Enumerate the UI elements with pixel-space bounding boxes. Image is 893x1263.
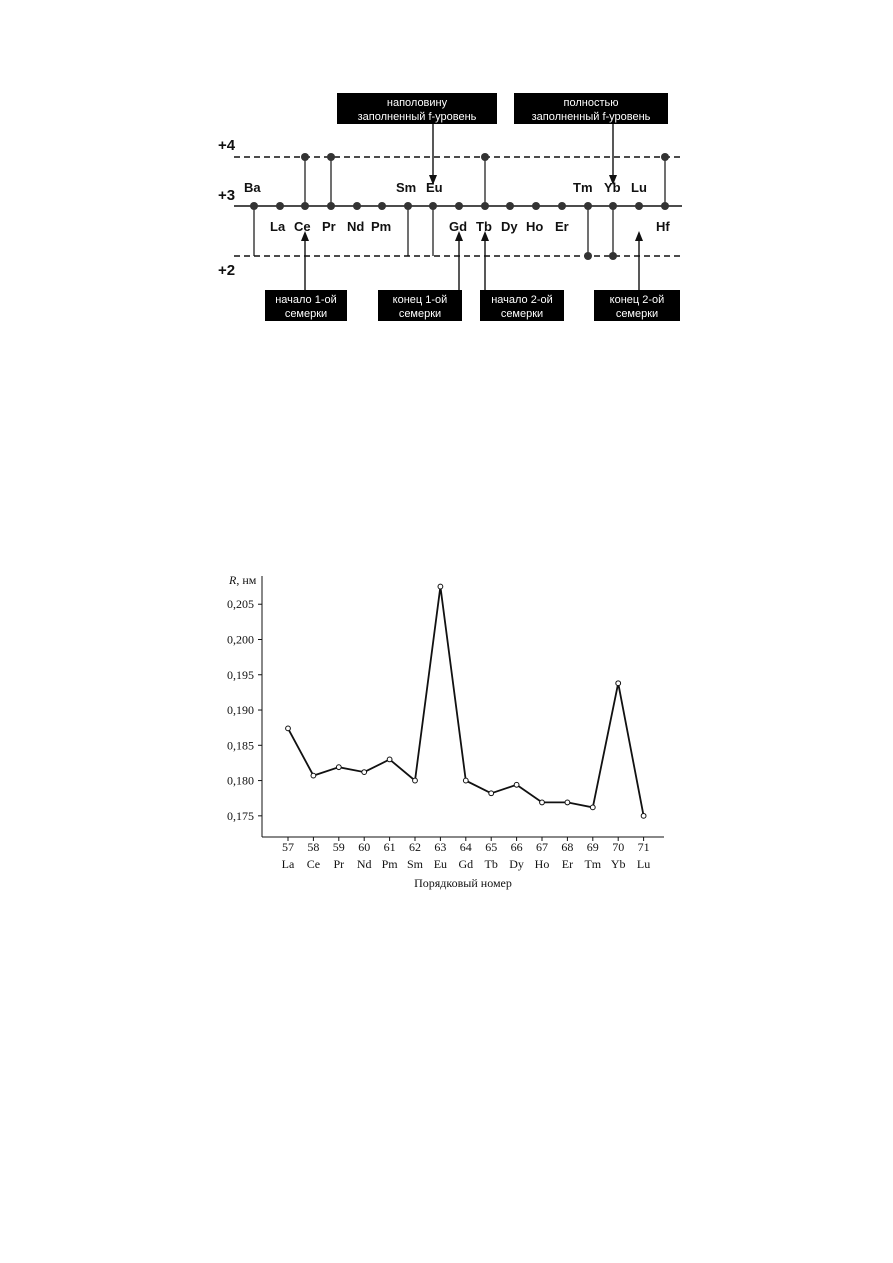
element-tb: Tb — [476, 219, 492, 234]
callout-line2: семерки — [398, 308, 442, 320]
x-tick-symbol: Lu — [636, 857, 651, 871]
x-tick-symbol: Tb — [484, 857, 498, 871]
dot-ce-4 — [301, 153, 309, 161]
element-ba: Ba — [244, 180, 261, 195]
x-tick-number: 71 — [637, 840, 650, 854]
callout-line1: конец 2-ой — [609, 294, 665, 306]
dot-la-3 — [276, 202, 284, 210]
x-tick-symbol: La — [281, 857, 295, 871]
callout-end-first-seven — [378, 236, 462, 321]
element-gd: Gd — [449, 219, 468, 234]
callout-line1: начало 2-ой — [491, 294, 553, 306]
level-label-plus3: +3 — [218, 187, 236, 204]
dot-eu-3 — [429, 202, 437, 210]
x-tick-symbol: Er — [561, 857, 574, 871]
element-pr: Pr — [322, 219, 336, 234]
callout-end-second-seven — [594, 236, 680, 321]
data-point-er — [565, 800, 570, 805]
x-tick-number: 62 — [409, 840, 421, 854]
x-tick-symbol: Nd — [356, 857, 372, 871]
y-axis-unit: , нм — [236, 573, 257, 587]
dot-nd-3 — [353, 202, 361, 210]
data-point-tm — [590, 805, 595, 810]
callout-line2: семерки — [615, 308, 659, 320]
x-tick-symbol: Sm — [406, 857, 424, 871]
x-tick-symbol: Gd — [458, 857, 474, 871]
dot-yb-2 — [609, 252, 617, 260]
data-point-ce — [311, 773, 316, 778]
callout-half-filled — [337, 93, 497, 180]
dot-er-3 — [558, 202, 566, 210]
data-point-pr — [336, 765, 341, 770]
y-tick-label: 0,205 — [227, 597, 254, 612]
element-nd: Nd — [347, 219, 365, 234]
y-tick-label: 0,200 — [227, 632, 254, 647]
level-label-plus4: +4 — [218, 137, 236, 154]
y-tick-label: 0,180 — [227, 773, 254, 788]
element-yb: Yb — [604, 180, 621, 195]
dot-pr-4 — [327, 153, 335, 161]
x-tick-symbol: Tm — [584, 857, 602, 871]
x-tick-number: 58 — [307, 840, 320, 854]
data-points — [286, 584, 646, 818]
callout-line1: полностью — [563, 97, 619, 109]
dot-ba-3 — [250, 202, 258, 210]
y-tick-label: 0,190 — [227, 703, 254, 718]
data-point-dy — [514, 782, 519, 787]
y-ticks — [227, 597, 262, 823]
x-tick-number: 59 — [332, 840, 345, 854]
x-tick-symbol: Pr — [333, 857, 345, 871]
data-point-nd — [362, 770, 367, 775]
data-point-la — [286, 726, 291, 731]
y-axis-label — [228, 573, 257, 587]
element-ce: Ce — [294, 219, 311, 234]
data-point-gd — [463, 778, 468, 783]
element-la: La — [270, 219, 286, 234]
x-tick-number: 60 — [358, 840, 371, 854]
callout-line2: семерки — [500, 308, 544, 320]
dot-pm-3 — [378, 202, 386, 210]
data-point-eu — [438, 584, 443, 589]
dot-gd-3 — [455, 202, 463, 210]
callout-line1: наполовину — [386, 97, 448, 109]
x-tick-symbol: Ho — [534, 857, 550, 871]
x-tick-number: 65 — [485, 840, 498, 854]
x-tick-number: 63 — [434, 840, 447, 854]
callout-start-first-seven — [265, 236, 347, 321]
element-pm: Pm — [371, 219, 392, 234]
x-axis-label: Порядковый номер — [414, 876, 512, 890]
element-ho: Ho — [526, 219, 544, 234]
y-axis-symbol: R — [229, 573, 237, 587]
data-point-lu — [641, 813, 646, 818]
x-tick-number: 69 — [586, 840, 599, 854]
callout-line2: семерки — [284, 308, 328, 320]
dot-ce-3 — [301, 202, 309, 210]
x-tick-number: 67 — [536, 840, 548, 854]
data-point-sm — [413, 778, 418, 783]
dot-tm-3 — [584, 202, 592, 210]
dot-ho-3 — [532, 202, 540, 210]
dot-tb-4 — [481, 153, 489, 161]
dot-tb-3 — [481, 202, 489, 210]
oxidation-state-diagram — [218, 93, 682, 321]
x-tick-symbol: Pm — [381, 857, 398, 871]
dot-sm-3 — [404, 202, 412, 210]
data-point-ho — [540, 800, 545, 805]
x-tick-symbol: Ce — [306, 857, 321, 871]
x-ticks — [282, 837, 651, 871]
x-tick-number: 70 — [612, 840, 625, 854]
dot-hf-3 — [661, 202, 669, 210]
callout-line1: конец 1-ой — [392, 294, 448, 306]
element-lu: Lu — [631, 180, 647, 195]
y-tick-label: 0,175 — [227, 808, 254, 823]
dot-lu-3 — [635, 202, 643, 210]
x-tick-number: 57 — [282, 840, 294, 854]
dot-dy-3 — [506, 202, 514, 210]
x-tick-number: 61 — [383, 840, 396, 854]
callout-fully-filled — [514, 93, 668, 180]
x-tick-number: 64 — [459, 840, 472, 854]
y-tick-label: 0,185 — [227, 738, 254, 753]
x-tick-symbol: Eu — [433, 857, 448, 871]
dot-tm-2 — [584, 252, 592, 260]
element-tm: Tm — [573, 180, 593, 195]
radius-chart — [227, 573, 664, 890]
data-point-pm — [387, 757, 392, 762]
dot-yb-3 — [609, 202, 617, 210]
level-label-plus2: +2 — [218, 262, 236, 279]
dot-pr-3 — [327, 202, 335, 210]
callout-start-second-seven — [480, 236, 564, 321]
x-tick-symbol: Yb — [610, 857, 626, 871]
y-tick-label: 0,195 — [227, 667, 254, 682]
element-hf: Hf — [656, 219, 670, 234]
data-point-yb — [616, 681, 621, 686]
x-tick-number: 68 — [561, 840, 574, 854]
element-sm: Sm — [396, 180, 417, 195]
x-tick-number: 66 — [510, 840, 523, 854]
x-tick-symbol: Dy — [509, 857, 524, 871]
callout-line2: заполненный f-уровень — [357, 111, 477, 123]
element-dy: Dy — [501, 219, 518, 234]
element-er: Er — [555, 219, 569, 234]
callout-line1: начало 1-ой — [275, 294, 337, 306]
callout-line2: заполненный f-уровень — [531, 111, 651, 123]
dot-hf-4 — [661, 153, 669, 161]
data-point-tb — [489, 791, 494, 796]
element-eu: Eu — [426, 180, 443, 195]
